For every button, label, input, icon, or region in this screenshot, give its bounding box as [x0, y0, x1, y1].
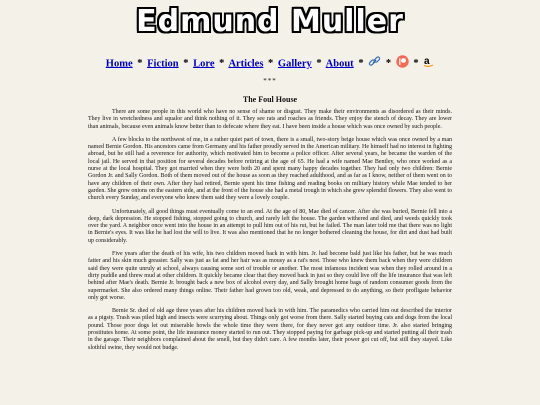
nav-separator: *	[413, 58, 419, 70]
nav-lore[interactable]: Lore	[193, 58, 215, 70]
nav-separator: *	[183, 58, 189, 70]
nav-separator: *	[316, 58, 322, 70]
nav-separator: *	[385, 58, 392, 70]
nav-articles[interactable]: Articles	[228, 58, 264, 70]
story-paragraph: Bernie Sr. died of old age three years after his children moved back in with him. The paramedics who carried him out described the interior as a pigsty. Trash was piled high and insects were scurrying about. Things only got worse from there. Sally started buying cats and dogs from the local pound. Those poor dogs let out miserable howls the whole time they were there, for they never got any outdoor time. Jr. also started bringing prostitutes home. At some point, the life insurance money started to run out. They stopped paying for garbage pick-up and started putting all their trash in the garage. Their neighbors complained about the smell, but they didn't care. A few months later, their power got cut off, but still they stayed. Like slothful swine, they would not budge.	[88, 308, 452, 351]
amazon-icon[interactable]	[423, 55, 434, 73]
patreon-icon[interactable]	[396, 55, 409, 73]
story-paragraph: Five years after the death of his wife, his two children moved back in with him. Jr. had become bald just like his father, but he was much fatter and his skin much greasier. Sally was just as fat and her hair was as mousy as a rat's nest. Those who knew them back when they were children said they were quite unruly at school, always causing some sort of trouble or another. The most infamous incident was when they rolled around in a dirty puddle and threw mud at other children. It quickly became clear that they moved back in just so they could live off the life insurance that was left behind after Mae's death. Bernie Jr. brought back a new box of alcohol every day, and Sally brought home bags of random consumer goods from the supermarket. She also ordered many things online. Their father had grown too old, weak, and depressed to do anything, so their profligate behavior only got worse.	[88, 251, 452, 301]
svg-text:a: a	[424, 56, 430, 67]
story-paragraph: Unfortunately, all good things must eventually come to an end. At the age of 80, Mae died of cancer. After she was buried, Bernie fell into a deep, dark depression. He stopped fishing, stopped going to church, and rarely left the house. The garden withered and died, and weeds quickly took over the yard. A neighbor once went into the house in an attempt to pull him out of his rut, but he failed. The man later told me that there was no light in Bernie's eyes. It was like he had lost the will to live. It was also mentioned that he no longer bothered cleaning the house, for dirt and dust had built up considerably.	[88, 208, 452, 244]
nav-separator: *	[219, 58, 225, 70]
link-icon[interactable]	[368, 55, 381, 73]
nav-separator: *	[137, 58, 143, 70]
nav-gallery[interactable]: Gallery	[277, 58, 312, 70]
story-paragraph: A few blocks to the northwest of me, in a rather quiet part of town, there is a small, two-story beige house which was once owned by a man named Bernie Gordon. His ancestors came from Germany and his father proudly served in the American military. He himself had no interest in fighting abroad, but he still had a reverence for authority, which motivated him to become a police officer. After several years, he became the warden of the local jail. He served in that position for several decades before retiring at the age of 65. He had a wife named Mae Bentley, who once worked as a nurse at the local hospital. They got married when they were both 20 and spent many happy decades together. They had only two children: Bernie Gordon Jr. and Sally Gordon. Both of them moved out of the house as soon as they reached adulthood, and as far as I know, neither of them went on to have any children of their own. After they had retired, Bernie spent his time fishing and reading books on military history while Mae tended to her garden. She grew onions on the eastern side, and at the front of the house she had a metal trough in which she grew splendid flowers. They also went to church every Sunday, and everyone who knew them said they were a lovely couple.	[88, 136, 453, 202]
story-title: The Foul House	[242, 95, 298, 104]
nav-separator: *	[358, 58, 364, 70]
main-nav	[0, 55, 540, 73]
section-divider: ***	[263, 77, 277, 85]
site-title: Edmund Muller	[136, 4, 404, 39]
nav-about[interactable]: About	[325, 58, 354, 70]
story-paragraph: There are some people in this world who have no sense of shame or disgust. They make their environments as disordered as their minds. They live in wretchedness and squalor and think nothing of it. They see rats and roaches as friends. They enjoy the stench of decay. They are lower than animals, because even animals know better than to defecate where they eat. I have been inside a house which was once owned by such people.	[88, 109, 452, 130]
nav-home[interactable]: Home	[105, 58, 133, 70]
story-content	[88, 109, 452, 358]
nav-fiction[interactable]: Fiction	[147, 58, 179, 70]
nav-separator: *	[268, 58, 274, 70]
